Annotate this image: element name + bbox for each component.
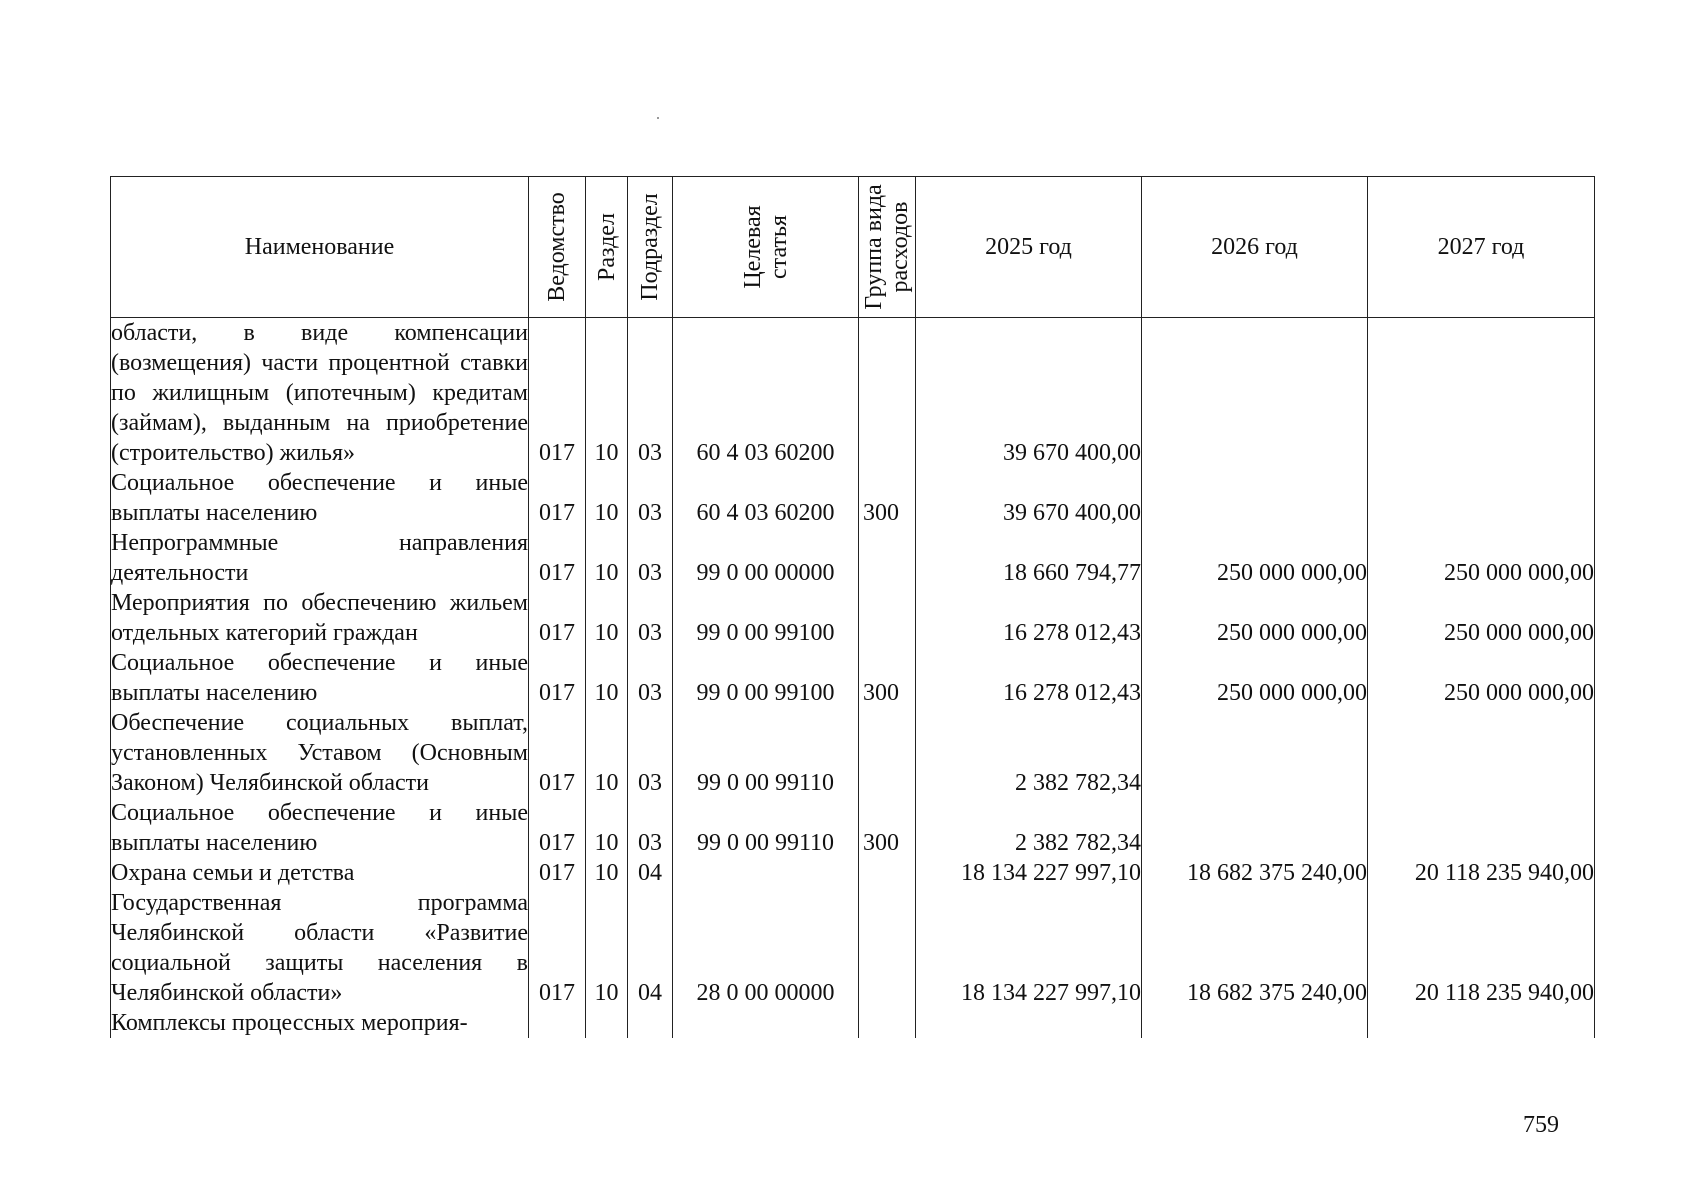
row-expense-group: 300: [859, 798, 916, 858]
row-expense-group: [859, 1008, 916, 1038]
row-section: 10: [586, 468, 628, 528]
table-row: [111, 318, 1595, 469]
row-amount-2025: 39 670 400,00: [916, 318, 1142, 469]
row-amount-2027: [1368, 1008, 1595, 1038]
row-section: 10: [586, 708, 628, 798]
row-subsection: [628, 1008, 673, 1038]
row-department: 017: [529, 708, 586, 798]
row-amount-2025: 2 382 782,34: [916, 798, 1142, 858]
col-header-2025: 2025 год: [916, 177, 1142, 318]
row-subsection: 04: [628, 888, 673, 1008]
row-target-article: 99 0 00 00000: [673, 528, 859, 588]
col-header-target-article: [673, 177, 859, 318]
table-row: [111, 588, 1595, 648]
row-name: Социальное обеспечение и иные выплаты населению: [111, 650, 528, 706]
row-target-article: 99 0 00 99110: [673, 798, 859, 858]
table-row: [111, 1008, 1595, 1038]
row-subsection: 03: [628, 708, 673, 798]
row-amount-2027: 20 118 235 940,00: [1368, 858, 1595, 888]
table-header-row: [111, 177, 1595, 318]
row-department: 017: [529, 318, 586, 469]
row-amount-2027: [1368, 798, 1595, 858]
row-expense-group: 300: [859, 648, 916, 708]
col-header-name: Наименование: [111, 177, 529, 318]
row-amount-2025: [916, 1008, 1142, 1038]
row-department: 017: [529, 888, 586, 1008]
row-section: 10: [586, 528, 628, 588]
col-header-section-label: Раздел: [593, 213, 620, 281]
row-department: 017: [529, 468, 586, 528]
col-header-section: [586, 177, 628, 318]
row-section: 10: [586, 798, 628, 858]
row-expense-group: [859, 528, 916, 588]
row-target-article: 28 0 00 00000: [673, 888, 859, 1008]
row-target-article: 99 0 00 99110: [673, 708, 859, 798]
col-header-target-article-label: Целевая статья: [739, 205, 792, 289]
col-header-department-label: Ведомство: [544, 192, 570, 302]
table-row: [111, 528, 1595, 588]
row-amount-2027: [1368, 468, 1595, 528]
row-department: 017: [529, 648, 586, 708]
row-target-article: 60 4 03 60200: [673, 318, 859, 469]
row-target-article: [673, 858, 859, 888]
row-amount-2025: 18 660 794,77: [916, 528, 1142, 588]
row-amount-2027: 250 000 000,00: [1368, 588, 1595, 648]
row-name: Охрана семьи и детства: [111, 858, 529, 888]
table-row: [111, 888, 1595, 1008]
table-row: [111, 798, 1595, 858]
row-amount-2026: 250 000 000,00: [1142, 648, 1368, 708]
row-department: 017: [529, 528, 586, 588]
row-target-article: 99 0 00 99100: [673, 648, 859, 708]
col-header-expense-group-label: Группа вида расходов: [861, 184, 913, 310]
row-name: Государственная программа Челябинской области «Развитие социальной защиты населения в Челябинской области»: [111, 890, 528, 1006]
row-amount-2025: 18 134 227 997,10: [916, 888, 1142, 1008]
budget-table: [110, 176, 1595, 1038]
row-subsection: 03: [628, 318, 673, 469]
row-section: [586, 1008, 628, 1038]
row-name: Обеспечение социальных выплат, установленных Уставом (Основным Законом) Челябинской области: [111, 710, 528, 796]
row-expense-group: [859, 708, 916, 798]
row-subsection: 03: [628, 648, 673, 708]
row-target-article: 99 0 00 99100: [673, 588, 859, 648]
row-subsection: 03: [628, 798, 673, 858]
row-amount-2026: [1142, 708, 1368, 798]
row-subsection: 04: [628, 858, 673, 888]
row-amount-2027: [1368, 708, 1595, 798]
row-amount-2027: 250 000 000,00: [1368, 528, 1595, 588]
table-row: [111, 648, 1595, 708]
row-section: 10: [586, 588, 628, 648]
table-row: [111, 468, 1595, 528]
row-amount-2026: 18 682 375 240,00: [1142, 888, 1368, 1008]
row-amount-2026: [1142, 1008, 1368, 1038]
col-header-department: [529, 177, 586, 318]
row-amount-2026: [1142, 318, 1368, 469]
row-subsection: 03: [628, 468, 673, 528]
row-amount-2025: 16 278 012,43: [916, 648, 1142, 708]
col-header-expense-group: [859, 177, 916, 318]
row-subsection: 03: [628, 588, 673, 648]
row-target-article: 60 4 03 60200: [673, 468, 859, 528]
row-amount-2027: [1368, 318, 1595, 469]
row-amount-2026: [1142, 468, 1368, 528]
col-header-2027: 2027 год: [1368, 177, 1595, 318]
row-name: Социальное обеспечение и иные выплаты населению: [111, 800, 528, 856]
scan-speck: [657, 117, 659, 119]
row-amount-2025: 18 134 227 997,10: [916, 858, 1142, 888]
row-amount-2025: 39 670 400,00: [916, 468, 1142, 528]
row-subsection: 03: [628, 528, 673, 588]
table-row: [111, 858, 1595, 888]
row-department: 017: [529, 798, 586, 858]
row-section: 10: [586, 648, 628, 708]
row-name: Социальное обеспечение и иные выплаты населению: [111, 470, 528, 526]
row-section: 10: [586, 858, 628, 888]
row-expense-group: [859, 888, 916, 1008]
table-row: [111, 708, 1595, 798]
col-header-subsection-label: Подраздел: [637, 193, 663, 301]
row-amount-2025: 16 278 012,43: [916, 588, 1142, 648]
row-department: 017: [529, 588, 586, 648]
row-expense-group: [859, 588, 916, 648]
row-name: Непрограммные направления деятельности: [111, 530, 528, 586]
row-name: области, в виде компенсации (возмещения) части процентной ставки по жилищным (ипотечным) кредитам (займам), выданным на приобретение (строительство) жилья»: [111, 318, 529, 469]
row-target-article: [673, 1008, 859, 1038]
page-number: 759: [1523, 1112, 1559, 1138]
row-department: 017: [529, 858, 586, 888]
row-expense-group: [859, 318, 916, 469]
row-department: [529, 1008, 586, 1038]
row-amount-2027: 250 000 000,00: [1368, 648, 1595, 708]
row-amount-2026: 250 000 000,00: [1142, 588, 1368, 648]
row-amount-2027: 20 118 235 940,00: [1368, 888, 1595, 1008]
col-header-2026: 2026 год: [1142, 177, 1368, 318]
row-name: Мероприятия по обеспечению жильем отдельных категорий граждан: [111, 590, 528, 646]
col-header-subsection: [628, 177, 673, 318]
row-section: 10: [586, 318, 628, 469]
row-name: Комплексы процессных мероприя-: [111, 1008, 529, 1038]
row-expense-group: 300: [859, 468, 916, 528]
row-amount-2025: 2 382 782,34: [916, 708, 1142, 798]
row-expense-group: [859, 858, 916, 888]
row-amount-2026: 18 682 375 240,00: [1142, 858, 1368, 888]
row-amount-2026: 250 000 000,00: [1142, 528, 1368, 588]
row-amount-2026: [1142, 798, 1368, 858]
row-section: 10: [586, 888, 628, 1008]
